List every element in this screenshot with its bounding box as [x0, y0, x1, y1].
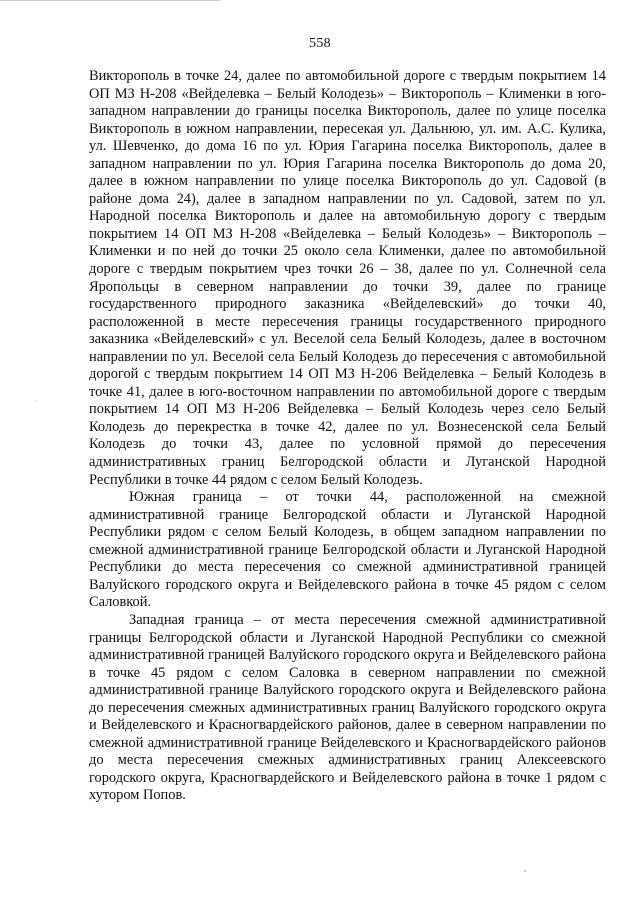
scan-speck [36, 400, 37, 401]
scan-speck [524, 870, 526, 872]
paragraph-southern-border: Южная граница – от точки 44, расположенной на смежной административной границе Белгородской области и Луганской Народной Республики рядом с селом Белый Колодезь, в общем западном направлении по смежной административной границе Белгородской области и Луганской Народной Республики до места пересечения со смежной административной границей Валуйского городского округа и Вейделевского района в точке 45 рядом с селом Саловкой. [89, 489, 606, 611]
document-body [89, 68, 606, 805]
paragraph-northern-continuation: Викторополь в точке 24, далее по автомобильной дороге с твердым покрытием 14 ОП МЗ Н-208 «Вейделевка – Белый Колодезь» – Викторополь – Клименки в юго-западном направлении до границы поселка Викторополь, далее по улице поселка Викторополь в южном направлении, пересекая ул. Дальнюю, ул. им. А.С. Кулика, ул. Шевченко, до дома 16 по ул. Юрия Гагарина поселка Викторополь, далее в западном направлении по ул. Юрия Гагарина поселка Викторополь до дома 20, далее в южном направлении по улице поселка Викторополь до ул. Садовой (в районе дома 24), далее в западном направлении по ул. Садовой, затем по ул. Народной поселка Викторополь и далее на автомобильную дорогу с твердым покрытием 14 ОП МЗ Н-208 «Вейделевка – Белый Колодезь» – Викторополь – Клименки и по ней до точки 25 около села Клименки, далее по автомобильной дороге с твердым покрытием чрез точки 26 – 38, далее по ул. Солнечной села Яропольцы в северном направлении до точки 39, далее по границе государственного природного заказника «Вейделевский» до точки 40, расположенной в месте пересечения границы государственного природного заказника «Вейделевский» с ул. Веселой села Белый Колодезь, далее в восточном направлении по ул. Веселой села Белый Колодезь до пересечения с автомобильной дорогой с твердым покрытием 14 ОП МЗ Н-206 Вейделевка – Белый Колодезь в точке 41, далее в юго-восточном направлении по автомобильной дороге с твердым покрытием 14 ОП МЗ Н-206 Вейделевка – Белый Колодезь через село Белый Колодезь до перекрестка в точке 42, далее по ул. Вознесенской села Белый Колодезь до точки 43, далее по условной прямой до пересечения административных границ Белгородской области и Луганской Народной Республики в точке 44 рядом с селом Белый Колодезь. [89, 68, 606, 488]
page-number: 558 [309, 36, 331, 51]
paragraph-western-border: Западная граница – от места пересечения смежной административной границы Белгородской области и Луганской Народной Республики со смежной административной границей Валуйского городского округа и Вейделевского района в точке 45 рядом с селом Саловка в северном направлении по смежной административной границе Валуйского городского округа и Вейделевского района до пересечения смежных административных границ Валуйского городского округа и Вейделевского и Красногвардейского районов, далее в северном направлении по смежной административной границе Вейделевского и Красногвардейского районов до места пересечения смежных административных границ Алексеевского городского округа, Красногвардейского и Вейделевского района в точке 1 рядом с хутором Попов. [89, 611, 606, 804]
scan-edge-line [0, 0, 220, 1]
